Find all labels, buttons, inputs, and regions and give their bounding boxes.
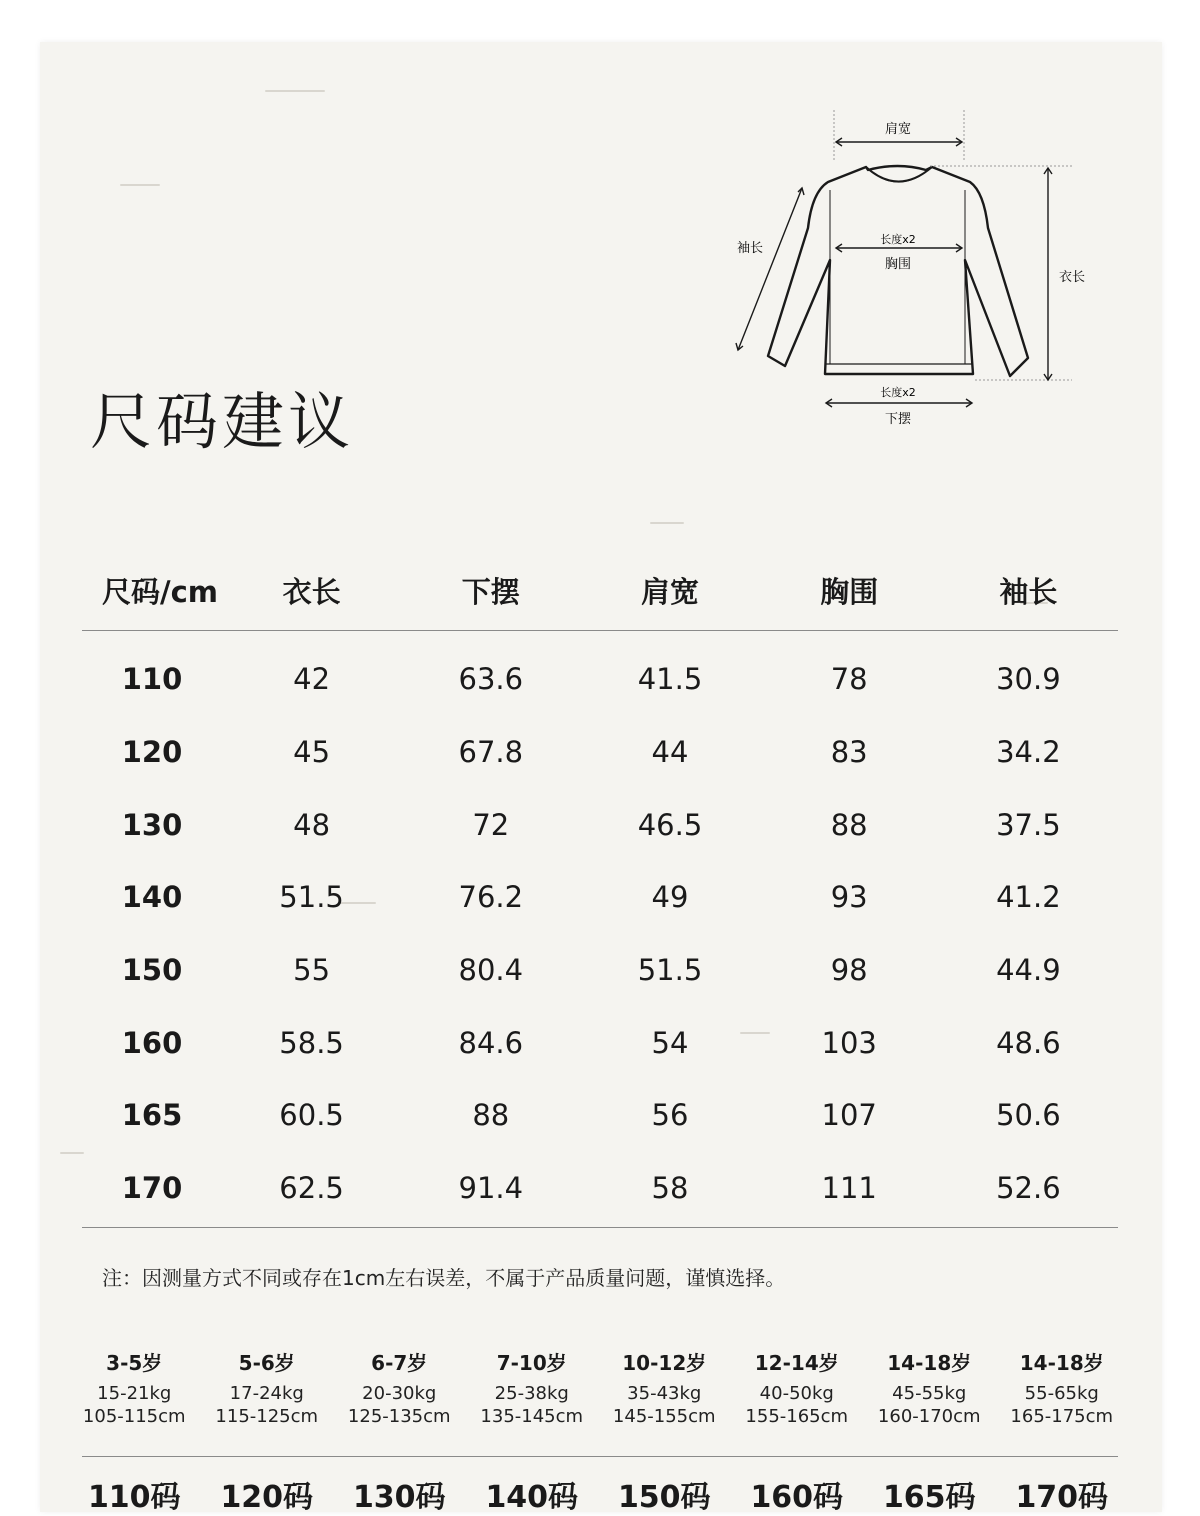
age-guide-item xyxy=(68,1350,201,1429)
cell-chest: 93 xyxy=(830,880,868,915)
cell-length: 42 xyxy=(293,662,331,697)
weight-range: 45-55kg xyxy=(892,1383,967,1404)
table-row xyxy=(82,788,1118,861)
cell-chest: 103 xyxy=(821,1025,877,1060)
sleeve-label: 袖长 xyxy=(736,241,764,256)
header-size: 尺码/cm xyxy=(102,574,219,609)
cell-size: 140 xyxy=(121,880,183,915)
cell-shoulder: 46.5 xyxy=(637,807,703,842)
chest-label: 胸围 xyxy=(884,257,912,272)
height-range: 165-175cm xyxy=(1010,1406,1114,1428)
age-guide-item xyxy=(731,1350,864,1429)
cell-size: 165 xyxy=(121,1098,183,1133)
chest-multiplier-note: 长度x2 xyxy=(880,233,916,246)
cell-shoulder: 58 xyxy=(651,1171,689,1206)
paper-fiber xyxy=(265,90,325,92)
weight-range: 35-43kg xyxy=(627,1383,702,1404)
size-code: 110码 xyxy=(87,1480,181,1515)
table-row xyxy=(82,934,1118,1007)
cell-chest: 88 xyxy=(830,807,868,842)
weight-range: 40-50kg xyxy=(759,1383,834,1404)
cell-size: 160 xyxy=(121,1025,183,1060)
cell-chest: 83 xyxy=(830,735,868,770)
height-range: 135-145cm xyxy=(480,1406,584,1428)
cell-shoulder: 49 xyxy=(651,880,689,915)
cell-size: 110 xyxy=(121,662,183,697)
height-range: 125-135cm xyxy=(347,1406,451,1428)
height-range: 160-170cm xyxy=(877,1406,981,1428)
garment-diagram xyxy=(720,100,1086,440)
cell-chest: 107 xyxy=(821,1098,877,1133)
age-guide xyxy=(68,1350,1128,1429)
age-range: 14-18岁 xyxy=(887,1351,972,1375)
cell-hem: 72 xyxy=(472,807,510,842)
height-range: 155-165cm xyxy=(745,1406,849,1428)
header-sleeve: 袖长 xyxy=(999,574,1058,609)
cell-hem: 91.4 xyxy=(458,1171,524,1206)
measurement-note: 注：因测量方式不同或存在1cm左右误差，不属于产品质量问题，谨慎选择。 xyxy=(102,1266,786,1290)
age-range: 6-7岁 xyxy=(371,1351,428,1375)
age-guide-item xyxy=(201,1350,334,1429)
age-guide-item xyxy=(333,1350,466,1429)
weight-range: 55-65kg xyxy=(1024,1383,1099,1404)
cell-size: 150 xyxy=(121,953,183,988)
size-code: 165码 xyxy=(882,1480,976,1515)
header-length: 衣长 xyxy=(282,574,341,609)
age-range: 5-6岁 xyxy=(238,1351,295,1375)
cell-length: 48 xyxy=(293,807,331,842)
weight-range: 25-38kg xyxy=(494,1383,569,1404)
cell-sleeve: 44.9 xyxy=(996,953,1061,988)
cell-length: 60.5 xyxy=(279,1098,344,1133)
weight-range: 17-24kg xyxy=(229,1383,304,1404)
size-code: 150码 xyxy=(617,1480,711,1515)
size-code: 140码 xyxy=(485,1480,579,1515)
shoulder-label: 肩宽 xyxy=(884,122,912,137)
cell-sleeve: 34.2 xyxy=(996,735,1061,770)
cell-length: 45 xyxy=(293,735,331,770)
age-range: 7-10岁 xyxy=(496,1351,567,1375)
cell-hem: 67.8 xyxy=(458,735,524,770)
cell-length: 55 xyxy=(293,953,331,988)
cell-hem: 88 xyxy=(472,1098,510,1133)
age-range: 12-14岁 xyxy=(754,1351,839,1375)
table-body xyxy=(82,631,1118,1228)
cell-shoulder: 56 xyxy=(651,1098,689,1133)
cell-sleeve: 37.5 xyxy=(996,807,1061,842)
cell-chest: 98 xyxy=(830,953,868,988)
sweater-measure-illustration xyxy=(720,100,1086,440)
weight-range: 15-21kg xyxy=(97,1383,172,1404)
cell-shoulder: 54 xyxy=(651,1025,689,1060)
age-guide-item xyxy=(996,1350,1129,1429)
size-code-row xyxy=(68,1472,1128,1516)
cell-hem: 84.6 xyxy=(458,1025,524,1060)
weight-range: 20-30kg xyxy=(362,1383,437,1404)
cell-chest: 78 xyxy=(830,662,868,697)
table-row xyxy=(82,643,1118,716)
size-code: 160码 xyxy=(750,1480,844,1515)
age-guide-item xyxy=(863,1350,996,1429)
length-label: 衣长 xyxy=(1058,270,1086,285)
age-guide-item xyxy=(466,1350,599,1429)
cell-length: 58.5 xyxy=(279,1025,344,1060)
table-row xyxy=(82,1079,1118,1152)
paper-fiber xyxy=(650,522,684,524)
cell-size: 120 xyxy=(121,735,183,770)
cell-size: 130 xyxy=(121,807,183,842)
height-range: 145-155cm xyxy=(612,1406,716,1428)
age-range: 10-12岁 xyxy=(622,1351,707,1375)
cell-shoulder: 41.5 xyxy=(637,662,703,697)
cell-length: 51.5 xyxy=(279,880,344,915)
cell-sleeve: 52.6 xyxy=(996,1171,1061,1206)
age-range: 14-18岁 xyxy=(1019,1351,1104,1375)
paper-fiber xyxy=(120,184,160,186)
table-row xyxy=(82,716,1118,789)
header-shoulder: 肩宽 xyxy=(640,574,699,609)
paper-fiber xyxy=(60,1152,84,1154)
page-title: 尺码建议 xyxy=(90,385,355,458)
age-guide-divider xyxy=(82,1456,1118,1457)
cell-hem: 63.6 xyxy=(458,662,524,697)
cell-sleeve: 50.6 xyxy=(996,1098,1061,1133)
cell-hem: 80.4 xyxy=(458,953,524,988)
cell-sleeve: 48.6 xyxy=(996,1025,1061,1060)
height-range: 105-115cm xyxy=(82,1406,186,1428)
size-code: 170码 xyxy=(1015,1480,1109,1515)
header-chest: 胸围 xyxy=(820,574,879,609)
cell-shoulder: 44 xyxy=(651,735,689,770)
cell-sleeve: 30.9 xyxy=(996,662,1061,697)
cell-size: 170 xyxy=(121,1171,183,1206)
size-code: 130码 xyxy=(352,1480,446,1515)
cell-sleeve: 41.2 xyxy=(996,880,1061,915)
size-code: 120码 xyxy=(220,1480,314,1515)
age-range: 3-5岁 xyxy=(106,1351,163,1375)
header-hem: 下摆 xyxy=(461,574,520,609)
cell-shoulder: 51.5 xyxy=(637,953,703,988)
table-row xyxy=(82,1152,1118,1225)
cell-chest: 111 xyxy=(821,1171,877,1206)
height-range: 115-125cm xyxy=(215,1406,319,1428)
size-table xyxy=(82,550,1118,1228)
table-row xyxy=(82,1006,1118,1079)
hem-label: 下摆 xyxy=(884,412,912,427)
cell-hem: 76.2 xyxy=(458,880,524,915)
hem-multiplier-note: 长度x2 xyxy=(880,386,916,399)
age-guide-item xyxy=(598,1350,731,1429)
cell-length: 62.5 xyxy=(279,1171,344,1206)
table-row xyxy=(82,861,1118,934)
table-header xyxy=(82,550,1118,631)
